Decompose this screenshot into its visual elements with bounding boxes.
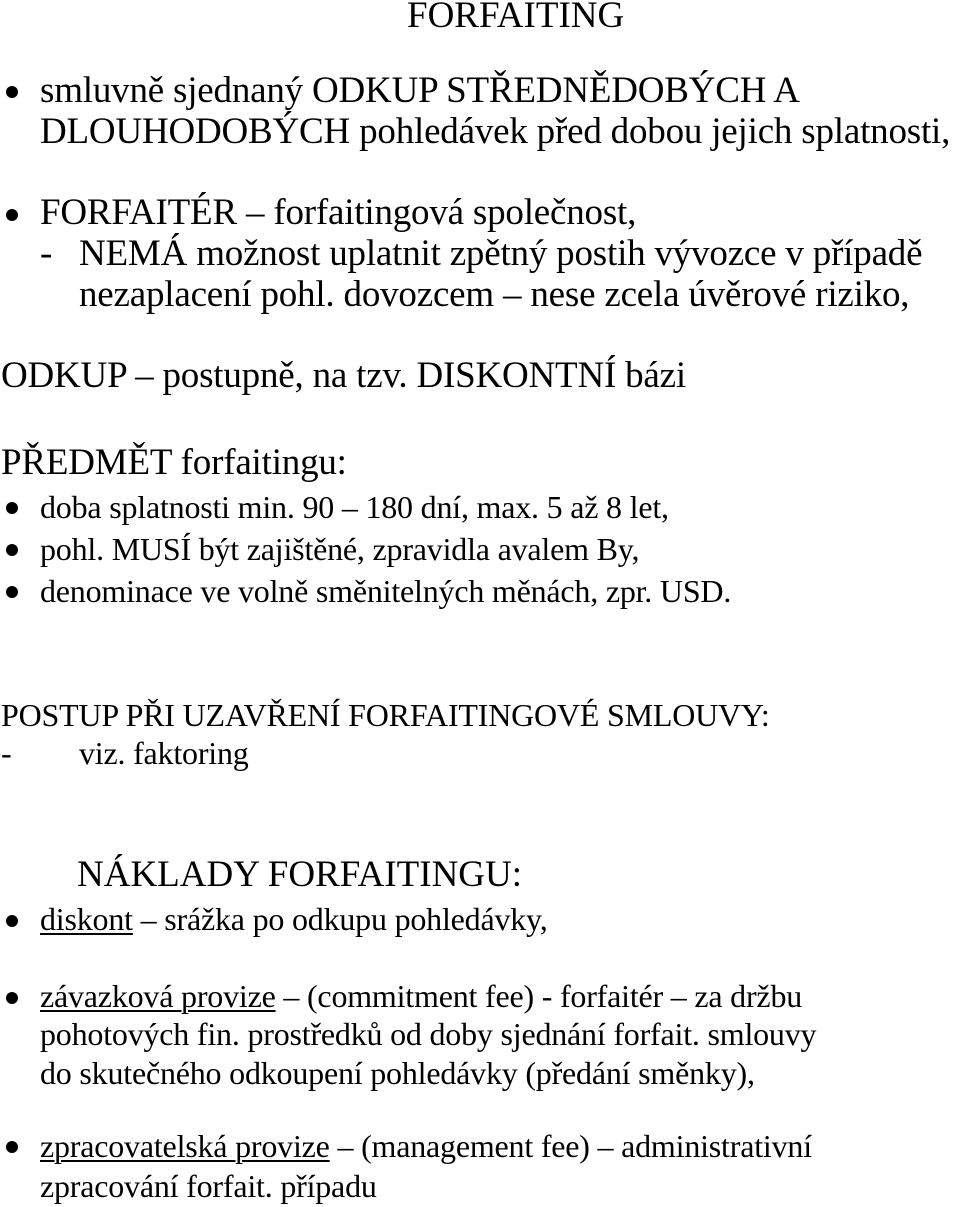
list-item-text: viz. faktoring [79,735,249,771]
list-item-text: doba splatnosti min. 90 – 180 dní, max. 5 až 8 let, [40,489,669,525]
bullet-icon [6,544,18,556]
section-heading: POSTUP PŘI UZAVŘENÍ FORFAITINGOVÉ SMLOUVY: [1,697,770,733]
term-description: – (commitment fee) - forfaitér – za držbu [275,978,803,1014]
list-item-text: smluvně sjednaný ODKUP STŘEDNĚDOBÝCH A [40,70,800,111]
bullet-icon [6,1141,18,1153]
term-zavazkova-provize: závazková provize [40,978,276,1014]
bullet-icon [6,992,18,1004]
list-item-text: pohl. MUSÍ být zajištěné, zpravidla avalem By, [40,531,640,567]
list-item-text: FORFAITÉR – forfaitingová společnost, [40,192,637,233]
paragraph: ODKUP – postupně, na tzv. DISKONTNÍ bázi [1,355,686,396]
bullet-icon [6,915,18,927]
list-item-text: nezaplacení pohl. dovozcem – nese zcela úvěrové riziko, [79,274,910,315]
bullet-icon [6,586,18,598]
list-item-text: do skutečného odkoupení pohledávky (předání směnky), [40,1055,755,1091]
list-item-text: pohotových fin. prostředků od doby sjednání forfait. smlouvy [40,1016,817,1052]
term-diskont: diskont [40,901,133,937]
section-heading: PŘEDMĚT forfaitingu: [1,442,347,483]
list-item-text: DLOUHODOBÝCH pohledávek před dobou jejich splatnosti, [40,111,951,152]
term-description: – (management fee) – administrativní [329,1128,812,1164]
bullet-icon [6,86,18,98]
page-title: FORFAITING [407,0,625,36]
list-item-text [40,1127,812,1165]
term-zpracovatelska-provize: zpracovatelská provize [40,1128,330,1164]
section-heading: NÁKLADY FORFAITINGU: [77,854,523,895]
list-item-text [40,977,802,1015]
dash-marker: - [1,735,12,771]
dash-marker: - [40,233,53,274]
bullet-icon [6,502,18,514]
list-item-text: NEMÁ možnost uplatnit zpětný postih vývozce v případě [79,233,923,274]
list-item-text: zpracování forfait. případu [40,1168,377,1204]
term-description: – srážka po odkupu pohledávky, [132,901,548,937]
list-item-text [40,900,548,938]
list-item-text: denominace ve volně směnitelných měnách, zpr. USD. [40,573,732,609]
bullet-icon [6,209,18,221]
